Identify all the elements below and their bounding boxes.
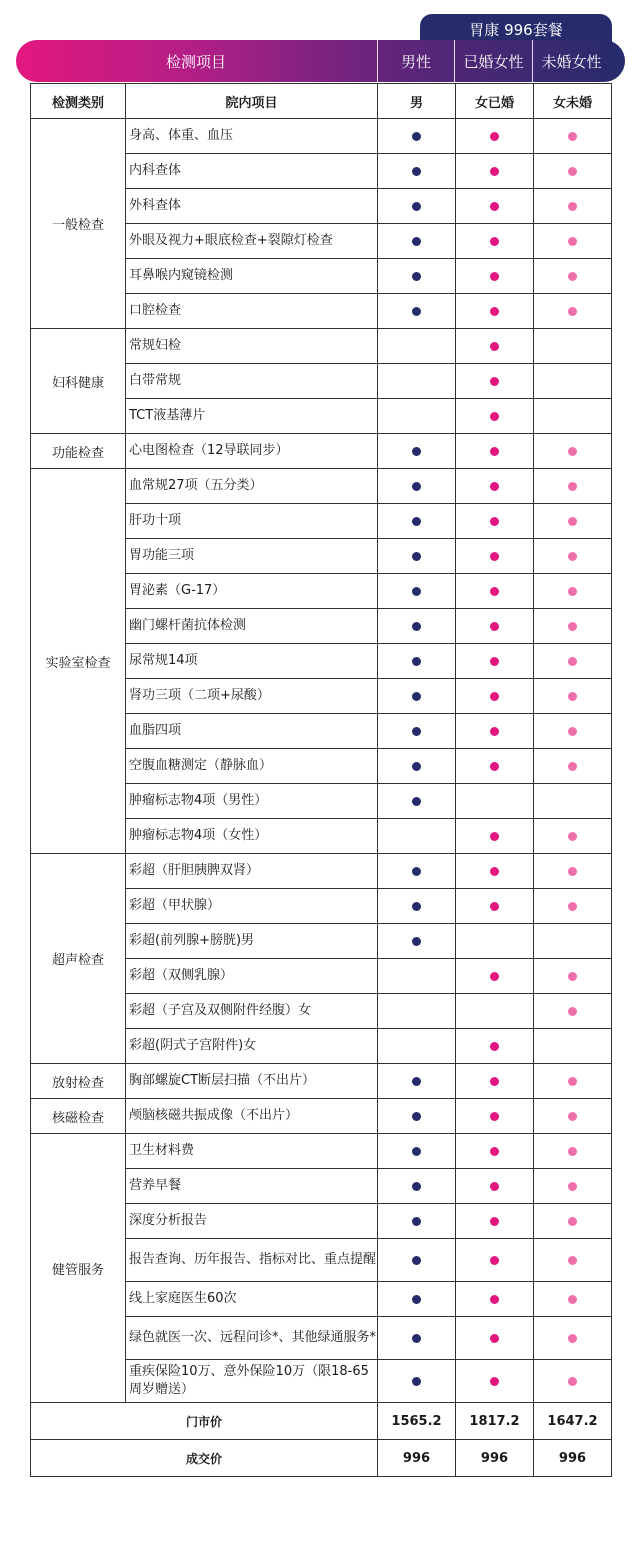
unmarried-included-dot-icon	[568, 1112, 577, 1121]
table-row	[31, 1064, 612, 1099]
unmarried-mark-cell	[534, 714, 612, 749]
item-cell: 常规妇检	[126, 329, 378, 364]
unmarried-included-dot-icon	[568, 902, 577, 911]
married-mark-cell	[456, 329, 534, 364]
item-cell: 外眼及视力+眼底检查+裂隙灯检查	[126, 224, 378, 259]
male-included-dot-icon	[412, 622, 421, 631]
married-mark-cell	[456, 434, 534, 469]
male-mark-cell	[378, 854, 456, 889]
male-included-dot-icon	[412, 1147, 421, 1156]
item-cell: 口腔检查	[126, 294, 378, 329]
male-mark-cell	[378, 434, 456, 469]
category-cell: 妇科健康	[31, 329, 126, 434]
male-mark-cell	[378, 1282, 456, 1317]
married-included-dot-icon	[490, 832, 499, 841]
unmarried-mark-cell	[534, 1360, 612, 1403]
unmarried-mark-cell	[534, 959, 612, 994]
male-mark-cell	[378, 189, 456, 224]
male-included-dot-icon	[412, 1256, 421, 1265]
married-mark-cell	[456, 924, 534, 959]
unmarried-included-dot-icon	[568, 482, 577, 491]
married-mark-cell	[456, 1029, 534, 1064]
item-cell: 身高、体重、血压	[126, 119, 378, 154]
male-included-dot-icon	[412, 1077, 421, 1086]
unmarried-mark-cell	[534, 1029, 612, 1064]
item-cell: 彩超（子宫及双侧附件经腹）女	[126, 994, 378, 1029]
list-price-unmarried: 1647.2	[534, 1403, 612, 1440]
unmarried-mark-cell	[534, 889, 612, 924]
table-row	[31, 1134, 612, 1169]
item-cell: 肿瘤标志物4项（男性）	[126, 784, 378, 819]
deal-price-label: 成交价	[31, 1440, 378, 1477]
male-included-dot-icon	[412, 1334, 421, 1343]
item-cell: 血脂四项	[126, 714, 378, 749]
male-included-dot-icon	[412, 657, 421, 666]
item-cell: 绿色就医一次、远程问诊*、其他绿通服务*	[126, 1317, 378, 1360]
married-mark-cell	[456, 154, 534, 189]
married-mark-cell	[456, 714, 534, 749]
male-included-dot-icon	[412, 1377, 421, 1386]
unmarried-included-dot-icon	[568, 1256, 577, 1265]
deal-price-unmarried: 996	[534, 1440, 612, 1477]
married-included-dot-icon	[490, 657, 499, 666]
band-married-header: 已婚女性	[454, 40, 532, 82]
male-included-dot-icon	[412, 552, 421, 561]
table-row	[31, 329, 612, 364]
list-price-row	[31, 1403, 612, 1440]
male-mark-cell	[378, 504, 456, 539]
unmarried-included-dot-icon	[568, 727, 577, 736]
married-included-dot-icon	[490, 1217, 499, 1226]
married-mark-cell	[456, 294, 534, 329]
item-cell: 血常规27项（五分类）	[126, 469, 378, 504]
male-mark-cell	[378, 1099, 456, 1134]
unmarried-mark-cell	[534, 1099, 612, 1134]
married-included-dot-icon	[490, 1147, 499, 1156]
married-included-dot-icon	[490, 552, 499, 561]
married-mark-cell	[456, 574, 534, 609]
unmarried-mark-cell	[534, 1064, 612, 1099]
unmarried-mark-cell	[534, 1317, 612, 1360]
item-cell: 彩超（肝胆胰脾双肾）	[126, 854, 378, 889]
item-cell: 重疾保险10万、意外保险10万（限18-65周岁赠送）	[126, 1360, 378, 1403]
male-mark-cell	[378, 329, 456, 364]
unmarried-included-dot-icon	[568, 1147, 577, 1156]
married-included-dot-icon	[490, 972, 499, 981]
unmarried-included-dot-icon	[568, 762, 577, 771]
item-cell: 彩超（甲状腺）	[126, 889, 378, 924]
unmarried-included-dot-icon	[568, 867, 577, 876]
male-mark-cell	[378, 714, 456, 749]
category-cell: 超声检查	[31, 854, 126, 1064]
unmarried-included-dot-icon	[568, 1077, 577, 1086]
male-mark-cell	[378, 1134, 456, 1169]
male-mark-cell	[378, 224, 456, 259]
unmarried-included-dot-icon	[568, 622, 577, 631]
male-included-dot-icon	[412, 587, 421, 596]
male-mark-cell	[378, 119, 456, 154]
male-included-dot-icon	[412, 447, 421, 456]
unmarried-included-dot-icon	[568, 517, 577, 526]
header-item: 院内项目	[126, 84, 378, 119]
married-included-dot-icon	[490, 622, 499, 631]
married-mark-cell	[456, 749, 534, 784]
male-mark-cell	[378, 924, 456, 959]
male-mark-cell	[378, 364, 456, 399]
unmarried-mark-cell	[534, 539, 612, 574]
table-header-row	[31, 84, 612, 119]
unmarried-mark-cell	[534, 119, 612, 154]
male-included-dot-icon	[412, 517, 421, 526]
married-included-dot-icon	[490, 377, 499, 386]
item-cell: 肾功三项（二项+尿酸）	[126, 679, 378, 714]
married-mark-cell	[456, 819, 534, 854]
male-mark-cell	[378, 1317, 456, 1360]
unmarried-mark-cell	[534, 609, 612, 644]
married-included-dot-icon	[490, 1256, 499, 1265]
unmarried-included-dot-icon	[568, 657, 577, 666]
married-mark-cell	[456, 539, 534, 574]
married-included-dot-icon	[490, 342, 499, 351]
unmarried-mark-cell	[534, 1134, 612, 1169]
male-included-dot-icon	[412, 867, 421, 876]
exam-table	[30, 83, 612, 1477]
male-included-dot-icon	[412, 132, 421, 141]
married-included-dot-icon	[490, 762, 499, 771]
unmarried-included-dot-icon	[568, 972, 577, 981]
item-cell: 白带常规	[126, 364, 378, 399]
male-included-dot-icon	[412, 692, 421, 701]
unmarried-included-dot-icon	[568, 1377, 577, 1386]
male-included-dot-icon	[412, 1217, 421, 1226]
item-cell: 肝功十项	[126, 504, 378, 539]
male-mark-cell	[378, 819, 456, 854]
header-male: 男	[378, 84, 456, 119]
married-included-dot-icon	[490, 1182, 499, 1191]
unmarried-mark-cell	[534, 504, 612, 539]
male-included-dot-icon	[412, 272, 421, 281]
item-cell: TCT液基薄片	[126, 399, 378, 434]
item-cell: 线上家庭医生60次	[126, 1282, 378, 1317]
band-unmarried-header: 未婚女性	[532, 40, 610, 82]
unmarried-mark-cell	[534, 1282, 612, 1317]
table-row	[31, 119, 612, 154]
married-mark-cell	[456, 1204, 534, 1239]
male-mark-cell	[378, 154, 456, 189]
male-included-dot-icon	[412, 1112, 421, 1121]
married-mark-cell	[456, 1099, 534, 1134]
male-mark-cell	[378, 679, 456, 714]
table-row	[31, 854, 612, 889]
married-mark-cell	[456, 504, 534, 539]
married-mark-cell	[456, 469, 534, 504]
band-male-header: 男性	[377, 40, 454, 82]
unmarried-mark-cell	[534, 854, 612, 889]
married-included-dot-icon	[490, 1077, 499, 1086]
unmarried-mark-cell	[534, 399, 612, 434]
married-included-dot-icon	[490, 587, 499, 596]
exam-table-body	[31, 84, 612, 1477]
item-cell: 彩超(前列腺+膀胱)男	[126, 924, 378, 959]
married-mark-cell	[456, 959, 534, 994]
unmarried-included-dot-icon	[568, 167, 577, 176]
list-price-male: 1565.2	[378, 1403, 456, 1440]
married-included-dot-icon	[490, 447, 499, 456]
list-price-married: 1817.2	[456, 1403, 534, 1440]
married-mark-cell	[456, 679, 534, 714]
male-included-dot-icon	[412, 167, 421, 176]
unmarried-included-dot-icon	[568, 1007, 577, 1016]
unmarried-mark-cell	[534, 784, 612, 819]
unmarried-included-dot-icon	[568, 272, 577, 281]
item-cell: 颅脑核磁共振成像（不出片）	[126, 1099, 378, 1134]
married-mark-cell	[456, 1282, 534, 1317]
unmarried-mark-cell	[534, 574, 612, 609]
item-cell: 胸部螺旋CT断层扫描（不出片）	[126, 1064, 378, 1099]
married-included-dot-icon	[490, 307, 499, 316]
married-mark-cell	[456, 259, 534, 294]
married-mark-cell	[456, 609, 534, 644]
deal-price-row	[31, 1440, 612, 1477]
unmarried-included-dot-icon	[568, 237, 577, 246]
header-unmarried: 女未婚	[534, 84, 612, 119]
married-mark-cell	[456, 1239, 534, 1282]
item-cell: 肿瘤标志物4项（女性）	[126, 819, 378, 854]
married-mark-cell	[456, 189, 534, 224]
unmarried-mark-cell	[534, 644, 612, 679]
married-mark-cell	[456, 1360, 534, 1403]
male-included-dot-icon	[412, 482, 421, 491]
married-included-dot-icon	[490, 517, 499, 526]
male-included-dot-icon	[412, 937, 421, 946]
male-included-dot-icon	[412, 727, 421, 736]
male-mark-cell	[378, 1360, 456, 1403]
married-mark-cell	[456, 224, 534, 259]
male-mark-cell	[378, 609, 456, 644]
list-price-label: 门市价	[31, 1403, 378, 1440]
married-included-dot-icon	[490, 727, 499, 736]
male-mark-cell	[378, 784, 456, 819]
married-mark-cell	[456, 399, 534, 434]
unmarried-mark-cell	[534, 329, 612, 364]
married-included-dot-icon	[490, 1334, 499, 1343]
unmarried-mark-cell	[534, 224, 612, 259]
male-mark-cell	[378, 644, 456, 679]
unmarried-included-dot-icon	[568, 832, 577, 841]
category-cell: 核磁检查	[31, 1099, 126, 1134]
item-cell: 彩超(阴式子宫附件)女	[126, 1029, 378, 1064]
married-mark-cell	[456, 1169, 534, 1204]
unmarried-included-dot-icon	[568, 552, 577, 561]
unmarried-mark-cell	[534, 469, 612, 504]
male-mark-cell	[378, 1169, 456, 1204]
item-cell: 卫生材料费	[126, 1134, 378, 1169]
unmarried-included-dot-icon	[568, 447, 577, 456]
married-mark-cell	[456, 784, 534, 819]
unmarried-included-dot-icon	[568, 202, 577, 211]
item-cell: 心电图检查（12导联同步）	[126, 434, 378, 469]
married-included-dot-icon	[490, 412, 499, 421]
male-included-dot-icon	[412, 902, 421, 911]
male-mark-cell	[378, 994, 456, 1029]
unmarried-mark-cell	[534, 434, 612, 469]
category-cell: 功能检查	[31, 434, 126, 469]
table-row	[31, 434, 612, 469]
male-included-dot-icon	[412, 797, 421, 806]
married-included-dot-icon	[490, 482, 499, 491]
unmarried-included-dot-icon	[568, 307, 577, 316]
table-row	[31, 1099, 612, 1134]
unmarried-mark-cell	[534, 189, 612, 224]
unmarried-mark-cell	[534, 1204, 612, 1239]
item-cell: 幽门螺杆菌抗体检测	[126, 609, 378, 644]
item-cell: 空腹血糖测定（静脉血）	[126, 749, 378, 784]
unmarried-mark-cell	[534, 924, 612, 959]
header-category: 检测类别	[31, 84, 126, 119]
unmarried-mark-cell	[534, 154, 612, 189]
married-included-dot-icon	[490, 867, 499, 876]
married-included-dot-icon	[490, 132, 499, 141]
package-tab-label: 胃康 996套餐	[469, 20, 563, 39]
unmarried-mark-cell	[534, 819, 612, 854]
married-mark-cell	[456, 854, 534, 889]
male-mark-cell	[378, 959, 456, 994]
male-mark-cell	[378, 539, 456, 574]
unmarried-included-dot-icon	[568, 1334, 577, 1343]
male-mark-cell	[378, 574, 456, 609]
item-cell: 报告查询、历年报告、指标对比、重点提醒	[126, 1239, 378, 1282]
unmarried-mark-cell	[534, 749, 612, 784]
deal-price-married: 996	[456, 1440, 534, 1477]
married-included-dot-icon	[490, 1377, 499, 1386]
married-mark-cell	[456, 1134, 534, 1169]
unmarried-mark-cell	[534, 294, 612, 329]
married-mark-cell	[456, 994, 534, 1029]
male-mark-cell	[378, 399, 456, 434]
male-mark-cell	[378, 1239, 456, 1282]
unmarried-included-dot-icon	[568, 1217, 577, 1226]
unmarried-mark-cell	[534, 364, 612, 399]
married-mark-cell	[456, 644, 534, 679]
item-cell: 营养早餐	[126, 1169, 378, 1204]
married-included-dot-icon	[490, 1295, 499, 1304]
male-included-dot-icon	[412, 237, 421, 246]
married-included-dot-icon	[490, 237, 499, 246]
item-cell: 胃泌素（G-17）	[126, 574, 378, 609]
unmarried-included-dot-icon	[568, 692, 577, 701]
male-mark-cell	[378, 889, 456, 924]
male-mark-cell	[378, 1204, 456, 1239]
item-cell: 耳鼻喉内窥镜检测	[126, 259, 378, 294]
unmarried-mark-cell	[534, 679, 612, 714]
married-mark-cell	[456, 364, 534, 399]
unmarried-mark-cell	[534, 1239, 612, 1282]
category-cell: 健管服务	[31, 1134, 126, 1403]
header-married: 女已婚	[456, 84, 534, 119]
deal-price-male: 996	[378, 1440, 456, 1477]
header-band	[16, 40, 625, 82]
male-included-dot-icon	[412, 762, 421, 771]
category-cell: 放射检查	[31, 1064, 126, 1099]
married-included-dot-icon	[490, 902, 499, 911]
male-included-dot-icon	[412, 1182, 421, 1191]
unmarried-included-dot-icon	[568, 1295, 577, 1304]
male-mark-cell	[378, 1064, 456, 1099]
married-included-dot-icon	[490, 1112, 499, 1121]
item-cell: 尿常规14项	[126, 644, 378, 679]
item-cell: 彩超（双侧乳腺）	[126, 959, 378, 994]
category-cell: 一般检查	[31, 119, 126, 329]
married-included-dot-icon	[490, 692, 499, 701]
male-mark-cell	[378, 749, 456, 784]
unmarried-included-dot-icon	[568, 587, 577, 596]
category-cell: 实验室检查	[31, 469, 126, 854]
male-included-dot-icon	[412, 307, 421, 316]
married-mark-cell	[456, 119, 534, 154]
item-cell: 深度分析报告	[126, 1204, 378, 1239]
male-included-dot-icon	[412, 202, 421, 211]
band-items-header: 检测项目	[165, 52, 226, 71]
male-included-dot-icon	[412, 1295, 421, 1304]
married-mark-cell	[456, 1317, 534, 1360]
item-cell: 胃功能三项	[126, 539, 378, 574]
item-cell: 外科查体	[126, 189, 378, 224]
unmarried-included-dot-icon	[568, 1182, 577, 1191]
married-mark-cell	[456, 889, 534, 924]
unmarried-mark-cell	[534, 259, 612, 294]
item-cell: 内科查体	[126, 154, 378, 189]
table-row	[31, 469, 612, 504]
male-mark-cell	[378, 294, 456, 329]
male-mark-cell	[378, 1029, 456, 1064]
unmarried-included-dot-icon	[568, 132, 577, 141]
married-included-dot-icon	[490, 272, 499, 281]
married-included-dot-icon	[490, 1042, 499, 1051]
unmarried-mark-cell	[534, 994, 612, 1029]
married-mark-cell	[456, 1064, 534, 1099]
married-included-dot-icon	[490, 202, 499, 211]
male-mark-cell	[378, 469, 456, 504]
married-included-dot-icon	[490, 167, 499, 176]
male-mark-cell	[378, 259, 456, 294]
unmarried-mark-cell	[534, 1169, 612, 1204]
